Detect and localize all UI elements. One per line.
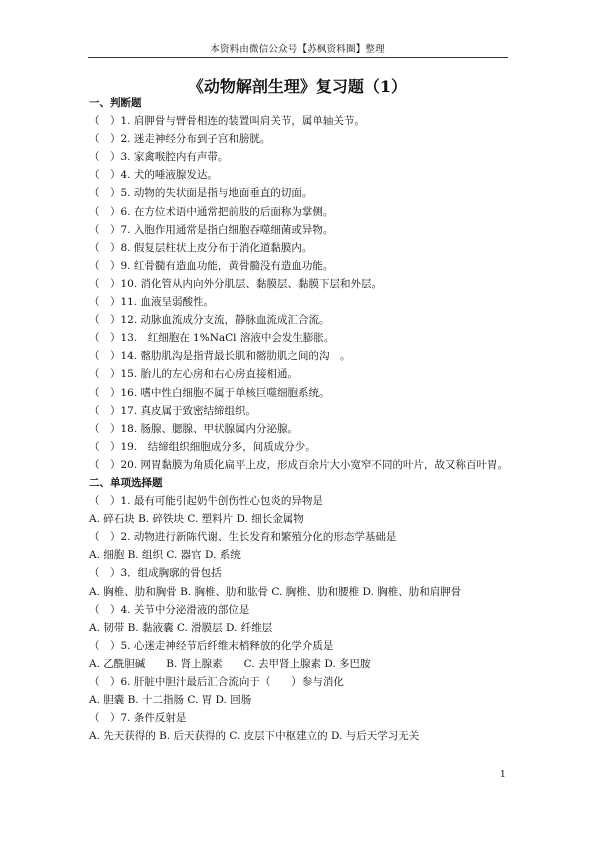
page-number: 1 — [500, 770, 506, 780]
judgement-item: （ ）6. 在方位术语中通常把前肢的后面称为掌侧。 — [89, 205, 334, 218]
judgement-item: （ ）18. 肠腺、腮腺、甲状腺属内分泌腺。 — [89, 422, 299, 435]
answer-options: A. 胸椎、肋和胸骨 B. 胸椎、肋和肱骨 C. 胸椎、肋和腰椎 D. 胸椎、肋和肩胛骨 — [89, 585, 462, 598]
judgement-item: （ ）4. 犬的唾液腺发达。 — [89, 169, 218, 182]
judgement-item: （ ）19. 结缔组织细胞成分多，间质成分少。 — [89, 440, 316, 453]
question-stem: （ ）7. 条件反射是 — [89, 712, 187, 725]
answer-options: A. 细胞 B. 组织 C. 器官 D. 系统 — [89, 549, 241, 562]
question-stem: （ ）5. 心迷走神经节后纤维末梢释放的化学介质是 — [89, 639, 334, 652]
answer-options: A. 先天获得的 B. 后天获得的 C. 皮层下中枢建立的 D. 与后天学习无关 — [89, 730, 420, 743]
judgement-item-long: （ ）20. 网胃黏膜为角质化扁平上皮，形成百余片大小宽窄不同的叶片，故又称百叶胃。 — [89, 458, 509, 471]
answer-options: A. 胆囊 B. 十二指肠 C. 胃 D. 回肠 — [89, 694, 252, 707]
judgement-item: （ ）7. 入胞作用通常是指白细胞吞噬细菌或异物。 — [89, 223, 334, 236]
document-body — [89, 94, 509, 745]
section-heading-single-choice: 二、单项选择题 — [89, 476, 163, 489]
answer-options: A. 乙酰胆碱 B. 肾上腺素 C. 去甲肾上腺素 D. 多巴胺 — [89, 657, 371, 670]
judgement-item: （ ）16. 嗜中性白细胞不属于单核巨噬细胞系统。 — [89, 386, 330, 399]
question-stem: （ ）3．组成胸廓的骨包括 — [89, 567, 222, 580]
judgement-item: （ ）1. 肩胛骨与臂骨相连的装置叫肩关节，属单轴关节。 — [89, 115, 365, 128]
judgement-item: （ ）17. 真皮属于致密结缔组织。 — [89, 404, 257, 417]
judgement-item: （ ）9. 红骨髓有造血功能，黄骨髓没有造血功能。 — [89, 259, 334, 272]
question-stem: （ ）1. 最有可能引起奶牛创伤性心包炎的异物是 — [89, 495, 323, 508]
question-stem: （ ）6. 肝脏中胆汁最后汇合流向于（ ）参与消化 — [89, 676, 344, 688]
header-rule — [88, 57, 508, 58]
question-stem: （ ）2. 动物进行新陈代谢、生长发育和繁殖分化的形态学基础是 — [89, 531, 397, 544]
judgement-item: （ ）13. 红细胞在 1%NaCl 溶液中会发生膨胀。 — [89, 332, 335, 345]
judgement-item: （ ）2. 迷走神经分布到子宫和膀胱。 — [89, 133, 271, 146]
section-heading-judgement: 一、判断题 — [89, 97, 142, 109]
judgement-item: （ ）15. 胎儿的左心房和右心房直接相通。 — [89, 368, 299, 381]
judgement-item: （ ）3. 家禽喉腔内有声带。 — [89, 151, 229, 164]
judgement-item: （ ）5. 动物的失状面是指与地面垂直的切面。 — [89, 187, 313, 200]
judgement-item: （ ）10. 消化管从内向外分肌层、黏膜层、黏膜下层和外层。 — [89, 277, 383, 290]
question-stem: （ ）4. 关节中分泌滑液的部位是 — [89, 603, 250, 616]
judgement-item: （ ）12. 动脉血流成分支流，静脉血流成汇合流。 — [89, 314, 330, 327]
answer-options: A. 碎石块 B. 碎铁块 C. 塑料片 D. 细长金属物 — [89, 513, 304, 526]
header-note: 本资料由微信公众号【苏枫资料圈】整理 — [210, 44, 385, 55]
judgement-item: （ ）11. 血液呈弱酸性。 — [89, 296, 215, 309]
document-title: 《动物解剖生理》复习题（1） — [187, 77, 408, 96]
judgement-item: （ ）8. 假复层柱状上皮分布于消化道黏膜内。 — [89, 241, 313, 254]
judgement-item: （ ）14. 髂肋肌沟是指背最长肌和髂肋肌之间的沟 。 — [89, 350, 351, 363]
answer-options: A. 韧带 B. 黏液囊 C. 滑膜层 D. 纤维层 — [89, 621, 273, 634]
